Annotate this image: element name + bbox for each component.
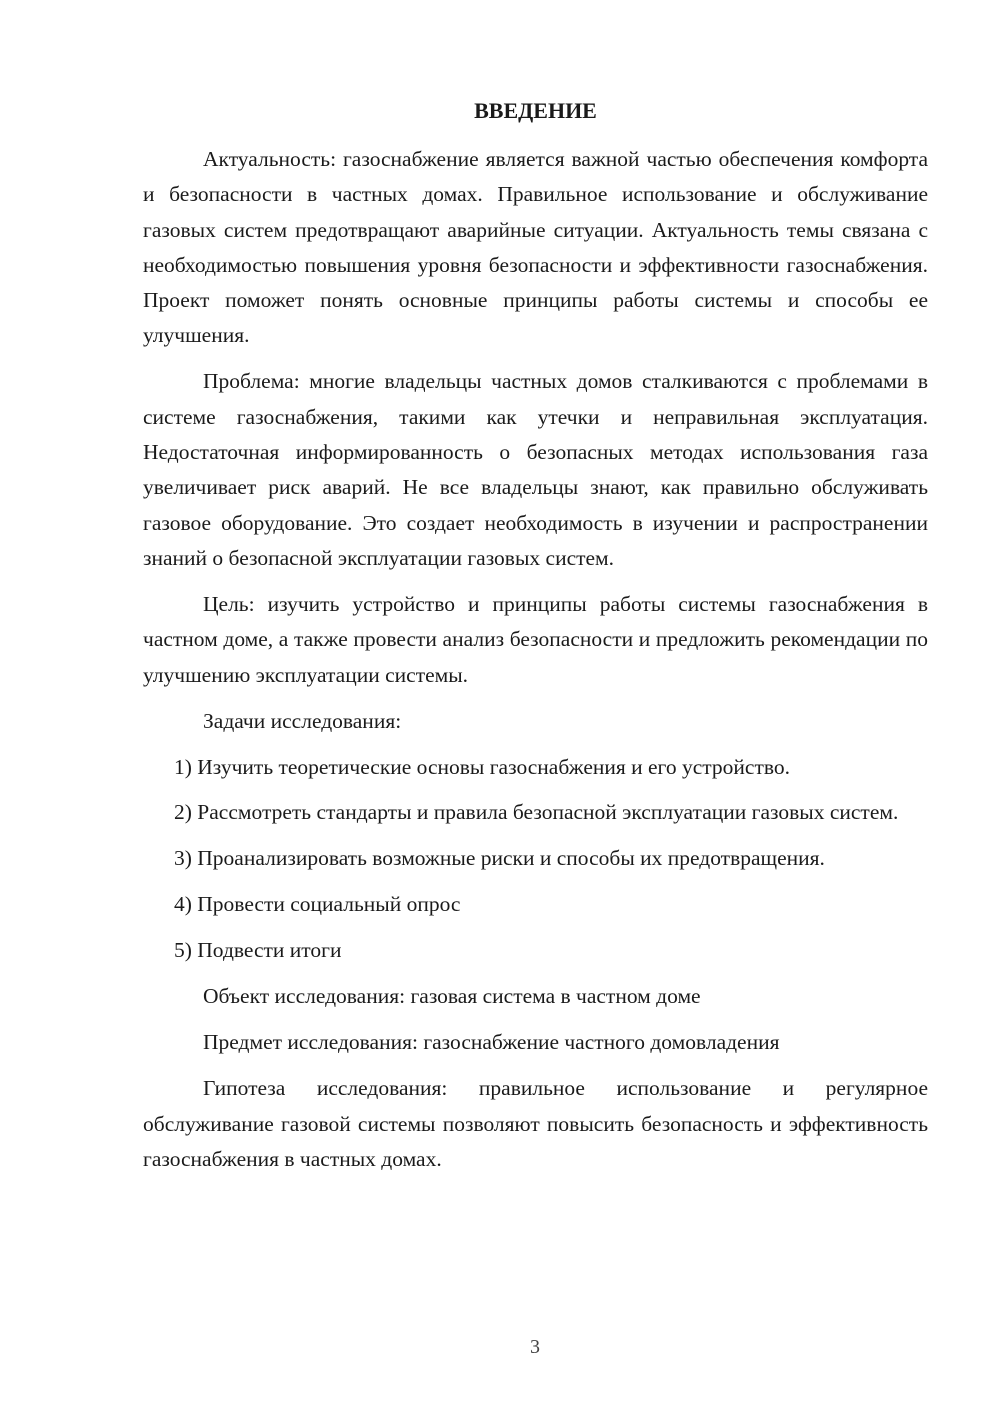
paragraph-hypothesis: Гипотеза исследования: правильное использование и регулярное обслуживание газовой системы позволяют повысить безопасность и эффективность газоснабжения в частных домах. — [143, 1076, 928, 1171]
task-item-3: 3) Проанализировать возможные риски и способы их предотвращения. — [174, 846, 825, 871]
task-item-2: 2) Рассмотреть стандарты и правила безопасной эксплуатации газовых систем. — [174, 800, 899, 825]
paragraph-goal: Цель: изучить устройство и принципы работы системы газоснабжения в частном доме, а также провести анализ безопасности и предложить рекомендации по улучшению эксплуатации системы. — [143, 591, 928, 687]
task-item-5: 5) Подвести итоги — [174, 938, 342, 963]
document-body — [143, 142, 928, 1188]
tasks-title: Задачи исследования: — [203, 708, 402, 733]
paragraph-relevance: Актуальность: газоснабжение является важной частью обеспечения комфорта и безопасности в частных домах. Правильное использование и обслуживание газовых систем предотвращают аварийные ситуации. Актуальность темы связана с необходимостью повышения уровня безопасности и эффективности газоснабжения. Проект поможет понять основные принципы работы системы и способы ее улучшения. — [143, 147, 928, 348]
page-title: ВВЕДЕНИЕ — [474, 98, 597, 123]
paragraph-problem: Проблема: многие владельцы частных домов сталкиваются с проблемами в системе газоснабжения, такими как утечки и неправильная эксплуатация. Недостаточная информированность о безопасных методах использования газа увеличивает риск аварий. Не все владельцы знают, как правильно обслуживать газовое оборудование. Это создает необходимость в изучении и распространении знаний о безопасной эксплуатации газовых систем. — [143, 369, 928, 570]
task-item-1: 1) Изучить теоретические основы газоснабжения и его устройство. — [174, 754, 790, 779]
task-item-4: 4) Провести социальный опрос — [174, 892, 461, 917]
paragraph-object: Объект исследования: газовая система в частном доме — [203, 984, 701, 1009]
paragraph-subject: Предмет исследования: газоснабжение частного домовладения — [203, 1030, 780, 1055]
page-number: 3 — [530, 1336, 540, 1358]
